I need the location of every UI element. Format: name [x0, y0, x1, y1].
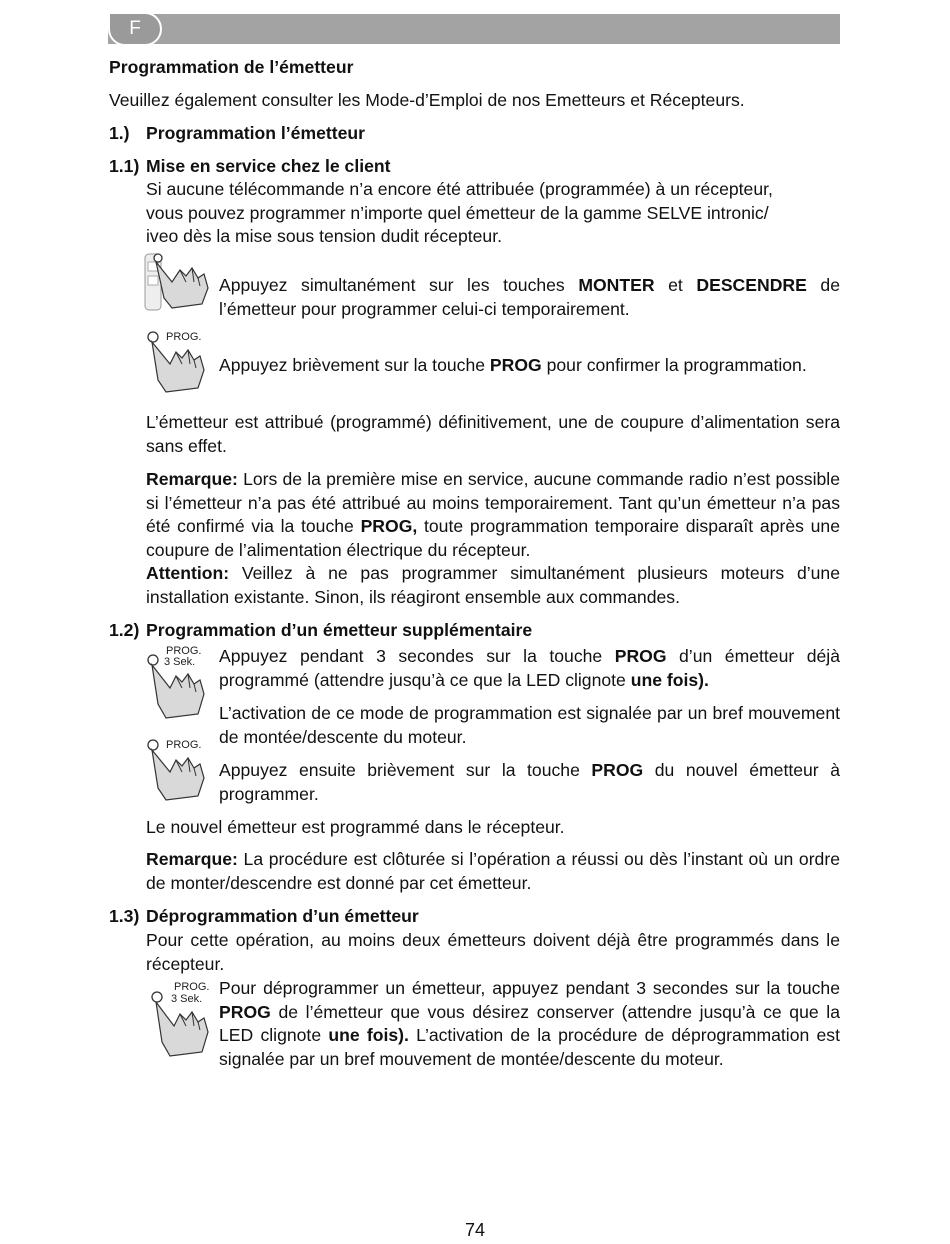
section-11-attention: Attention: Veillez à ne pas programmer simultanément plusieurs moteurs d’une installation existante. Sinon, ils réagiront ensemble aux commandes.	[146, 563, 840, 607]
section-13-text: Pour cette opération, au moins deux émetteurs doivent déjà être programmés dans le récepteur.	[146, 930, 840, 974]
prog-icon-label: PROG.	[174, 981, 210, 993]
une-fois-emphasis: une fois).	[328, 1025, 409, 1046]
step-122-text: Appuyez ensuite brièvement sur la touche PROG du nouvel émetteur à programmer.	[219, 760, 840, 804]
section-11-line-3: iveo dès la mise sous tension dudit récepteur.	[146, 226, 502, 247]
section-1-title: Programmation l’émetteur	[146, 123, 365, 143]
section-tab	[108, 12, 162, 46]
key-prog: PROG,	[360, 516, 418, 537]
section-12-result: Le nouvel émetteur est programmé dans le récepteur.	[146, 817, 565, 837]
remark-label: Remarque:	[146, 849, 238, 869]
step-111-text: Appuyez simultanément sur les touches MONTER et DESCENDRE de l’émetteur pour programmer celui-ci temporairement.	[219, 275, 840, 319]
step-121-activation: L’activation de ce mode de programmation est signalée par un bref mouvement de montée/descente du moteur.	[219, 703, 840, 747]
key-monter: MONTER	[578, 275, 655, 295]
key-prog: PROG	[614, 646, 667, 666]
section-13-title: Déprogrammation d’un émetteur	[146, 906, 419, 926]
section-11-line-2: vous pouvez programmer n’importe quel émetteur de la gamme SELVE intronic/	[146, 202, 769, 223]
section-12-title: Programmation d’un émetteur supplémentaire	[146, 620, 533, 640]
section-13-number: 1.3)	[109, 906, 140, 926]
step-112-text: Appuyez brièvement sur la touche PROG pour confirmer la programmation.	[219, 355, 807, 375]
section-11-remark: Remarque: Lors de la première mise en service, aucune commande radio n’est possible si l’émetteur n’a pas été attribué au moins temporairement. Tant qu’un émetteur n’a pas été confirmé via la touche PROG, toute programmation temporaire disparaît après une coupure de l’alimentation électrique du récepteur.	[146, 469, 841, 560]
remark-label: Remarque:	[146, 469, 238, 489]
section-1-number: 1.)	[109, 123, 130, 143]
page-title: Programmation de l’émetteur	[109, 57, 354, 77]
page-number: 74	[464, 1220, 486, 1240]
header-bar	[108, 14, 840, 44]
section-11-number: 1.1)	[109, 156, 140, 176]
une-fois-emphasis: une fois).	[630, 669, 709, 690]
key-prog: PROG	[219, 1001, 271, 1022]
section-11-text	[146, 178, 840, 249]
prog-icon-label: PROG.	[166, 645, 202, 657]
section-11-result: L’émetteur est attribué (programmé) définitivement, une de coupure d’alimentation sera sans effet.	[146, 412, 840, 456]
section-11-line-1: Si aucune télécommande n’a encore été attribuée (programmée) à un récepteur,	[146, 179, 773, 199]
key-prog: PROG	[591, 760, 644, 780]
section-12-remark: Remarque: La procédure est clôturée si l’opération a réussi ou dès l’instant où un ordre de monter/descendre est donné par cet émetteur.	[146, 849, 840, 893]
duration-icon-label: 3 Sek.	[164, 656, 196, 668]
hand-press-up-down-icon	[142, 252, 212, 314]
key-prog: PROG	[489, 355, 542, 375]
step-121-text: Appuyez pendant 3 secondes sur la touche PROG d’un émetteur déjà programmé (attendre jusqu’à ce que la LED clignote une fois).	[219, 646, 841, 690]
section-letter: F	[129, 18, 141, 39]
key-descendre: DESCENDRE	[696, 275, 807, 295]
section-11-title: Mise en service chez le client	[146, 156, 391, 176]
prog-icon-label: PROG.	[166, 331, 202, 343]
attention-label: Attention:	[146, 563, 230, 583]
section-12-number: 1.2)	[109, 620, 140, 640]
duration-icon-label: 3 Sek.	[171, 993, 203, 1005]
step-131-text: Pour déprogrammer un émetteur, appuyez pendant 3 secondes sur la touche PROG de l’émetteur que vous désirez conserver (attendre jusqu’à ce que la LED clignote une fois). L’activation de la procédure de déprogrammation est signalée par un bref mouvement de montée/descente du moteur.	[219, 978, 840, 1069]
intro-text: Veuillez également consulter les Mode-d’Emploi de nos Emetteurs et Récepteurs.	[109, 90, 745, 110]
prog-icon-label: PROG.	[166, 739, 202, 751]
